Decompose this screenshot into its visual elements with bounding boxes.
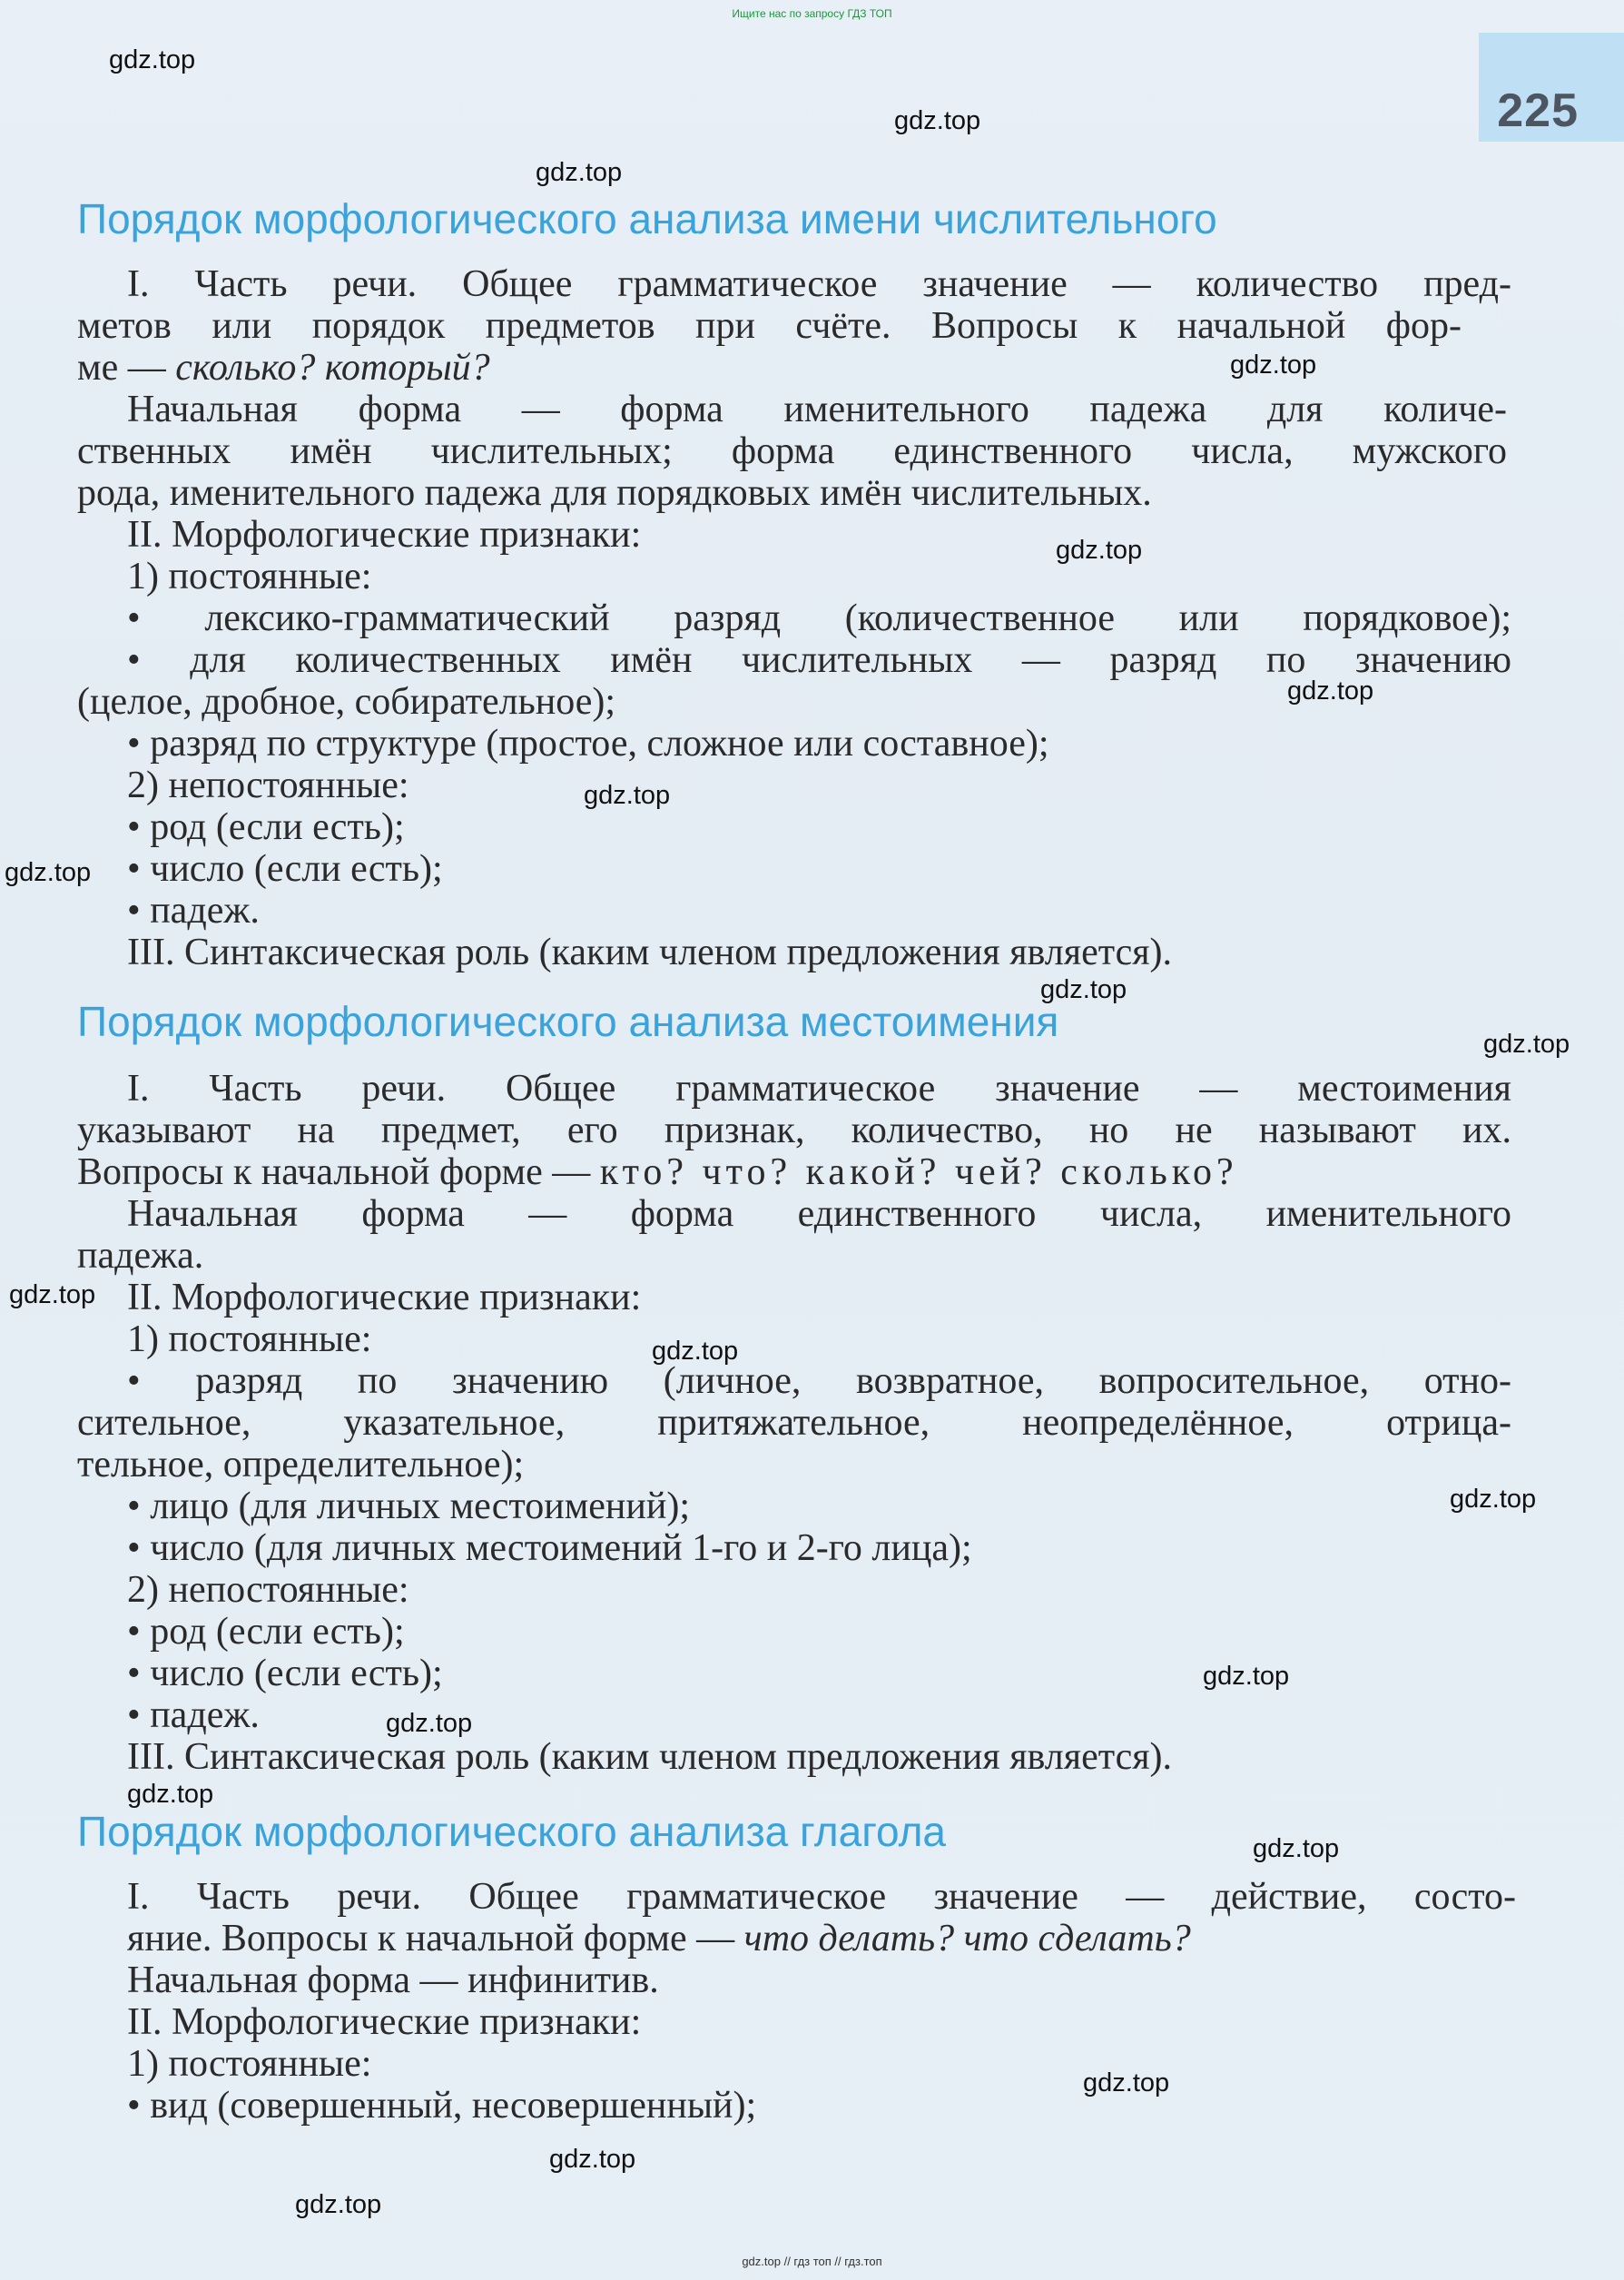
watermark: gdz.top — [652, 1337, 739, 1366]
numeral-line-11: (целое, дробное, собирательное); — [77, 681, 616, 723]
watermark: gdz.top — [1056, 536, 1143, 565]
watermark: gdz.top — [127, 1780, 214, 1809]
watermark: gdz.top — [584, 781, 671, 810]
numeral-line-5: ственных имён числительных; форма единственного числа, мужского — [77, 430, 1507, 472]
verb-section-heading: Порядок морфологического анализа глагола — [77, 1808, 946, 1855]
bottom-banner: gdz.top // гдз топ // гдз.топ — [742, 2255, 882, 2268]
pronoun-line-6: II. Морфологические признаки: — [127, 1277, 642, 1318]
watermark: gdz.top — [894, 106, 981, 135]
verb-line-2-text: яние. Вопросы к начальной форме — — [127, 1918, 744, 1959]
numeral-line-15: • число (если есть); — [127, 848, 443, 890]
verb-line-2 — [127, 1918, 1191, 1959]
pronoun-line-3-text: Вопросы к начальной форме — — [77, 1151, 600, 1193]
watermark: gdz.top — [9, 1280, 96, 1309]
verb-line-4: II. Морфологические признаки: — [127, 2001, 642, 2043]
page-number: 225 — [1497, 84, 1579, 137]
numeral-line-17: III. Синтаксическая роль (каким членом предложения является). — [127, 932, 1173, 973]
numeral-line-14: • род (если есть); — [127, 806, 405, 848]
pronoun-line-14: • род (если есть); — [127, 1611, 405, 1653]
top-banner: Ищите нас по запросу ГДЗ ТОП — [732, 7, 892, 20]
pronoun-line-9: сительное, указательное, притяжательное, неопределённое, отрица- — [77, 1402, 1511, 1444]
watermark: gdz.top — [386, 1709, 473, 1738]
pronoun-line-15: • число (если есть); — [127, 1653, 443, 1694]
watermark: gdz.top — [1287, 676, 1374, 706]
pronoun-line-16: • падеж. — [127, 1694, 260, 1736]
numeral-line-1: I. Часть речи. Общее грамматическое значение — количество пред- — [127, 263, 1511, 305]
watermark: gdz.top — [1253, 1834, 1340, 1863]
pronoun-line-4: Начальная форма — форма единственного числа, именительного — [127, 1193, 1511, 1235]
numeral-line-2: метов или порядок предметов при счёте. Вопросы к начальной фор- — [77, 305, 1462, 347]
pronoun-line-13: 2) непостоянные: — [127, 1569, 409, 1611]
pronoun-line-1: I. Часть речи. Общее грамматическое значение — местоимения — [127, 1068, 1511, 1110]
watermark: gdz.top — [1203, 1662, 1290, 1691]
pronoun-line-7: 1) постоянные: — [127, 1318, 372, 1360]
verb-questions: что делать? что сделать? — [743, 1918, 1191, 1959]
numeral-line-16: • падеж. — [127, 890, 260, 932]
pronoun-line-8: • разряд по значению (личное, возвратное, вопросительное, отно- — [127, 1360, 1511, 1402]
watermark: gdz.top — [1230, 350, 1317, 380]
watermark: gdz.top — [295, 2190, 382, 2219]
pronoun-line-2: указывают на предмет, его признак, количество, но не называют их. — [77, 1110, 1511, 1151]
watermark: gdz.top — [1450, 1485, 1537, 1514]
pronoun-line-10: тельное, определительное); — [77, 1444, 525, 1485]
pronoun-section-heading: Порядок морфологического анализа местоимения — [77, 998, 1059, 1045]
numeral-line-13: 2) непостоянные: — [127, 765, 409, 806]
pronoun-line-17: III. Синтаксическая роль (каким членом предложения является). — [127, 1736, 1173, 1778]
numeral-line-6: рода, именительного падежа для порядковых имён числительных. — [77, 472, 1152, 514]
pronoun-line-12: • число (для личных местоимений 1-го и 2-го лица); — [127, 1527, 972, 1569]
pronoun-line-3 — [77, 1151, 1238, 1193]
watermark: gdz.top — [1040, 975, 1127, 1004]
numeral-questions: сколько? который? — [175, 347, 490, 389]
verb-line-6: • вид (совершенный, несовершенный); — [127, 2085, 757, 2127]
numeral-line-4: Начальная форма — форма именительного падежа для количе- — [127, 389, 1507, 430]
numeral-line-8: 1) постоянные: — [127, 556, 372, 597]
verb-line-3: Начальная форма — инфинитив. — [127, 1959, 659, 2001]
watermark: gdz.top — [5, 858, 92, 887]
verb-line-1: I. Часть речи. Общее грамматическое значение — действие, состо- — [127, 1876, 1516, 1918]
pronoun-line-5: падежа. — [77, 1235, 204, 1277]
numeral-line-9: • лексико-грамматический разряд (количественное или порядковое); — [127, 597, 1511, 639]
watermark: gdz.top — [109, 45, 196, 74]
watermark: gdz.top — [1083, 2068, 1170, 2097]
watermark: gdz.top — [549, 2145, 636, 2174]
numeral-line-12: • разряд по структуре (простое, сложное или составное); — [127, 723, 1049, 765]
watermark: gdz.top — [536, 158, 623, 187]
numeral-line-7: II. Морфологические признаки: — [127, 514, 642, 556]
watermark: gdz.top — [1483, 1030, 1570, 1059]
verb-line-5: 1) постоянные: — [127, 2043, 372, 2085]
numeral-line-3 — [77, 347, 490, 389]
numeral-line-3-text: ме — — [77, 347, 176, 389]
pronoun-line-11: • лицо (для личных местоимений); — [127, 1485, 690, 1527]
numeral-line-10: • для количественных имён числительных — разряд по значению — [127, 639, 1511, 681]
pronoun-questions: кто? что? какой? чей? сколько? — [599, 1151, 1238, 1193]
numeral-section-heading: Порядок морфологического анализа имени числительного — [77, 195, 1217, 242]
